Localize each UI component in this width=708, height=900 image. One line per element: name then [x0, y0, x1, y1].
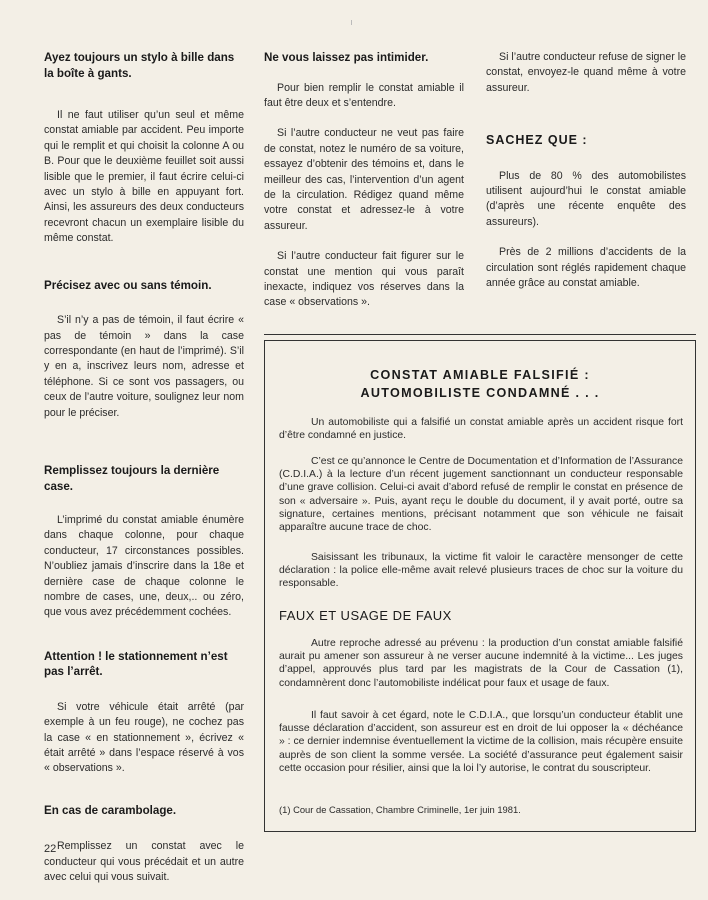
box-paragraph-tribunaux: Saisissant les tribunaux, la victime fit valoir le caractère mensonger de cette déclaration : la police elle-même avait relevé plusieurs traces de choc sur la voiture du responsable.	[279, 552, 683, 590]
paragraph-carambolage: Remplissez un constat avec le conducteur qui vous précédait et un autre avec celui qui vous suivait.	[44, 840, 244, 884]
box-paragraph-intro: Un automobiliste qui a falsifié un constat amiable après un accident risque fort d’être condamné en justice.	[279, 417, 683, 442]
box-subheading-faux: FAUX ET USAGE DE FAUX	[279, 608, 452, 623]
paragraph-refus-signer: Si l’autre conducteur refuse de signer le constat, envoyez-le quand même à votre assureur.	[486, 51, 686, 94]
box-paragraph-reproche: Autre reproche adressé au prévenu : la production d’un constat amiable falsifié aurait pu amener son assureur à ne verser aucune indemnité à la victime... Les juges d’appel, approuvés plus tard par les magistrats de la Cour de Cassation (1), condamnèrent donc l’automobiliste indélicat pour faux et usage de faux.	[279, 638, 683, 689]
heading-carambolage: En cas de carambolage.	[44, 803, 177, 817]
heading-derniere-case: Remplissez toujours la dernière case.	[44, 464, 220, 493]
column-middle	[264, 50, 464, 311]
heading-sachez-que: SACHEZ QUE :	[486, 133, 588, 148]
heading-intimider: Ne vous laissez pas intimider.	[264, 51, 429, 64]
column-left	[44, 50, 244, 886]
paragraph-millions: Près de 2 millions d’accidents de la circulation sont réglés rapidement chaque année grâce au constat amiable.	[486, 246, 686, 290]
paragraph-stationnement: Si votre véhicule était arrêté (par exemple à un feu rouge), ne cochez pas la case « en stationnement », écrivez « était arrêté » dans l’espace réservé à vos « observations ».	[44, 700, 244, 775]
article-box	[264, 340, 696, 832]
paragraph-mention-inexacte: Si l’autre conducteur fait figurer sur le constat une mention qui vous paraît inexacte, indiquez vos réserves dans la case « observations ».	[264, 250, 464, 309]
box-title-line-2: AUTOMOBILISTE CONDAMNÉ . . .	[360, 386, 600, 400]
column-right	[486, 50, 686, 291]
heading-stationnement: Attention ! le stationnement n’est pas l’arrêt.	[44, 649, 228, 679]
box-paragraph-decheance: Il faut savoir à cet égard, note le C.D.I.A., que lorsqu’un conducteur établit une fausse déclaration d’accident, son assureur est en droit de lui opposer la « déchéance » : ce dernier indemnise éventuellement la victime de la collision, mais récupère ensuite auprès de son client la somme versée. La société d’assurance peut également saisir cette occasion pour résilier, ainsi que la loi l’y autorise, le contrat du souscripteur.	[279, 710, 683, 774]
box-top-rule	[264, 334, 696, 335]
paragraph-statistique: Plus de 80 % des automobilistes utilisent aujourd’hui le constat amiable (d’après une récente enquête des assureurs).	[486, 169, 686, 228]
box-title-line-1: CONSTAT AMIABLE FALSIFIÉ :	[370, 368, 590, 382]
page-number: 22	[44, 843, 57, 855]
paragraph-stylo: Il ne faut utiliser qu’un seul et même constat amiable par accident. Peu importe qui le remplit et qui choisit la colonne A ou B. Pour que le deuxième feuillet soit aussi lisible que le premier, il faut écrire celui-ci avec un stylo à bille en appuyant fort. Ainsi, les assureurs des deux conducteurs recevront chacun un exemplaire lisible du même constat.	[44, 109, 244, 245]
paragraph-refus-constat: Si l’autre conducteur ne veut pas faire de constat, notez le numéro de sa voiture, essayez d’obtenir des témoins et, dans le meilleur des cas, l’intervention d’un agent de la circulation. Rédigez quand même votre constat et adressez-le à votre assureur.	[264, 127, 464, 232]
top-mark	[351, 20, 352, 25]
heading-stylo: Ayez toujours un stylo à bille dans la boîte à gants.	[44, 51, 235, 80]
box-footnote: (1) Cour de Cassation, Chambre Criminelle, 1er juin 1981.	[279, 804, 521, 815]
heading-temoin: Précisez avec ou sans témoin.	[44, 278, 212, 292]
paragraph-deux: Pour bien remplir le constat amiable il faut être deux et s’entendre.	[264, 81, 464, 109]
box-paragraph-cdia: C’est ce qu’annonce le Centre de Documentation et d’Information de l’Assurance (C.D.I.A.) à la lecture d’un récent jugement sanctionnant un conducteur responsable d’une grave collision. Celui-ci avait d’abord refusé de remplir le constat en présence de son « adversaire ». Puis, ayant reçu le double du document, il y avait porté, outre sa signature, certaines mentions, précisant notamment que son véhicule ne faisait apparaître aucune trace de choc.	[279, 456, 683, 534]
paragraph-derniere-case: L’imprimé du constat amiable énumère dans chaque colonne, pour chaque conducteur, 17 circonstances possibles. N’oubliez jamais d’inscrire dans la 18e et dernière case de chaque colonne le nombre de cases, une, deux,.. ou zéro, que vous avez précédemment cochées.	[44, 514, 244, 619]
paragraph-temoin: S’il n’y a pas de témoin, il faut écrire « pas de témoin » dans la case correspondante (en haut de l’imprimé). S’il y en a, inscrivez leurs nom, adresse et téléphone. Si ce sont vos passagers, ou ceux de l’autre voiture, soulignez leur nom pour le préciser.	[44, 314, 244, 419]
